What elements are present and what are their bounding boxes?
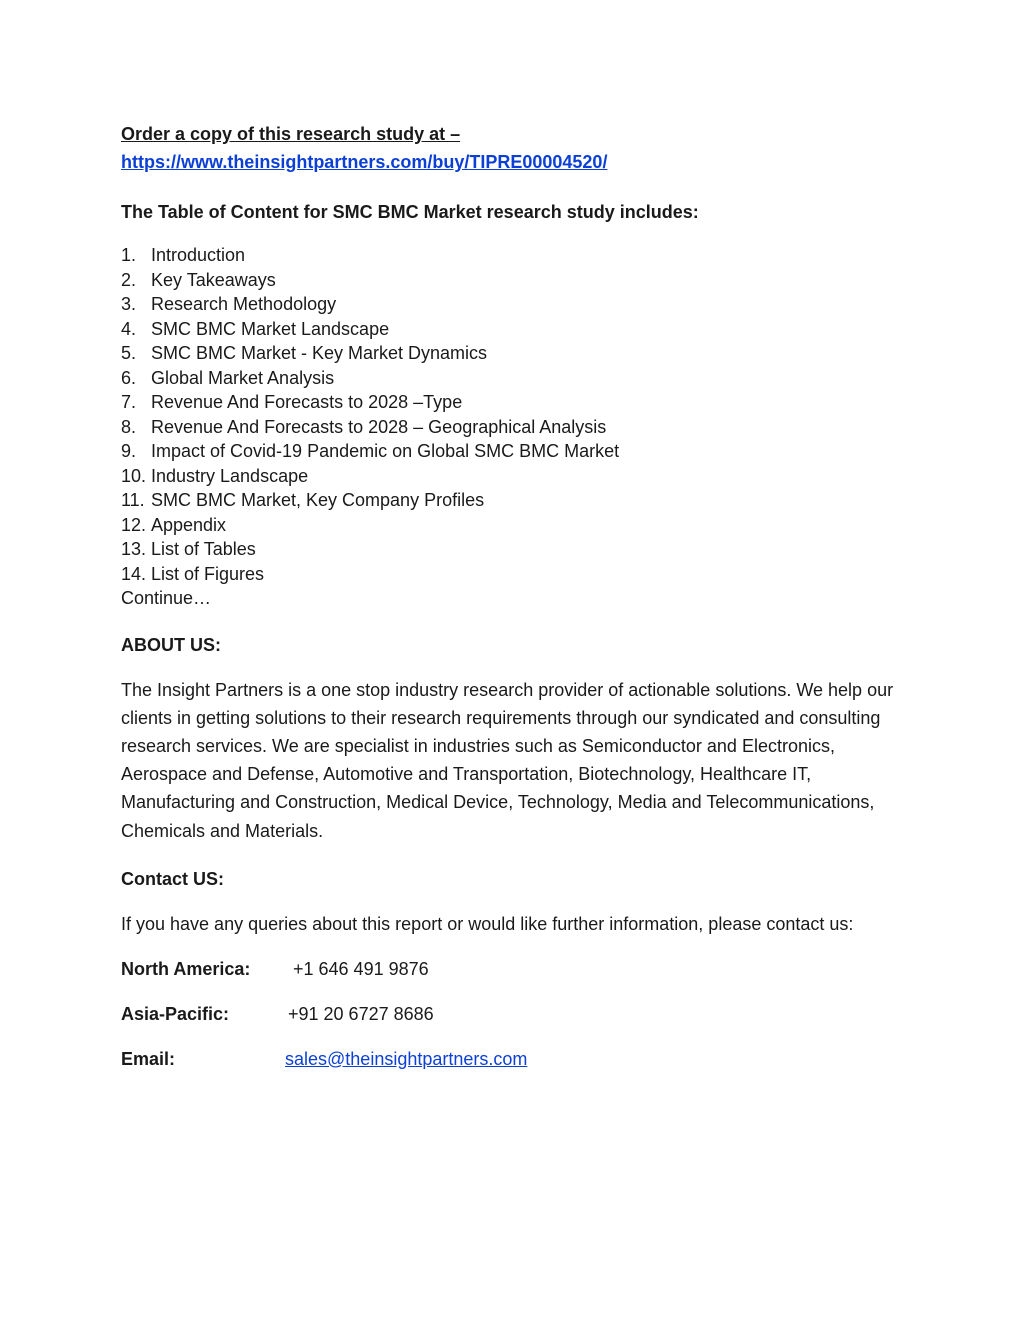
toc-item (121, 292, 901, 317)
about-text: The Insight Partners is a one stop industry research provider of actionable solutions. We help our clients in getting solutions to their research requirements through our syndicated and consulting research services. We are specialist in industries such as Semiconductor and Electronics, Aerospace and Defense, Automotive and Transportation, Biotechnology, Healthcare IT, Manufacturing and Construction, Medical Device, Technology, Media and Telecommunications, Chemicals and Materials. (121, 679, 894, 841)
toc-item (121, 268, 901, 293)
about-heading: ABOUT US: (121, 634, 221, 655)
contact-email (121, 1045, 901, 1073)
toc-item-text: Impact of Covid-19 Pandemic on Global SMC BMC Market (151, 441, 620, 461)
toc-item-number: 2. (121, 269, 137, 290)
contact-heading: Contact US: (121, 868, 224, 889)
toc-item (121, 243, 901, 268)
toc-item (121, 513, 901, 538)
toc-item-number: 8. (121, 416, 137, 437)
toc-item-number: 1. (121, 245, 137, 265)
toc-item-text: SMC BMC Market, Key Company Profiles (151, 490, 485, 510)
contact-north-america (121, 955, 901, 983)
toc-item-text: SMC BMC Market Landscape (151, 318, 390, 339)
toc-item-number: 13. (121, 539, 147, 559)
north-america-phone: +1 646 491 9876 (293, 958, 429, 979)
contact-asia-pacific (121, 1000, 901, 1028)
toc-item-number: 3. (121, 294, 137, 314)
toc-item-number: 12. (121, 514, 147, 535)
toc-item-number: 7. (121, 392, 137, 412)
toc-item-text: Key Takeaways (151, 269, 276, 290)
toc-item (121, 537, 901, 562)
toc-item-text: Revenue And Forecasts to 2028 – Geographical Analysis (151, 416, 607, 437)
north-america-label: North America: (121, 958, 251, 979)
toc-item-text: Research Methodology (151, 294, 337, 314)
toc-heading: The Table of Content for SMC BMC Market research study includes: (121, 202, 699, 222)
contact-intro: If you have any queries about this report or would like further information, please contact us: (121, 913, 854, 934)
toc-item (121, 341, 901, 366)
asia-pacific-phone: +91 20 6727 8686 (288, 1003, 434, 1024)
toc-item-number: 10. (121, 465, 147, 486)
toc-item-number: 9. (121, 441, 137, 461)
toc-item (121, 488, 901, 513)
order-heading: Order a copy of this research study at – (121, 124, 461, 144)
toc-item-number: 5. (121, 343, 137, 363)
toc-item (121, 317, 901, 342)
toc-item-text: Introduction (151, 245, 246, 265)
toc-item-text: Appendix (151, 514, 227, 535)
toc-item-number: 6. (121, 367, 137, 388)
email-label: Email: (121, 1048, 176, 1069)
toc-item-number: 11. (121, 490, 145, 510)
toc-item-text: Global Market Analysis (151, 367, 335, 388)
toc-item (121, 562, 901, 587)
toc-item (121, 464, 901, 489)
toc-item-text: Revenue And Forecasts to 2028 –Type (151, 392, 463, 412)
toc-item (121, 366, 901, 391)
toc-item-text: List of Tables (151, 539, 256, 559)
asia-pacific-label: Asia-Pacific: (121, 1003, 230, 1024)
toc-item (121, 439, 901, 464)
toc-item (121, 390, 901, 415)
email-link[interactable]: sales@theinsightpartners.com (285, 1048, 528, 1069)
toc-item-number: 14. (121, 563, 147, 584)
toc-item (121, 415, 901, 440)
toc-list (121, 243, 901, 586)
toc-item-text: List of Figures (151, 563, 265, 584)
order-link[interactable]: https://www.theinsightpartners.com/buy/TIPRE00004520/ (121, 152, 608, 172)
document-content (121, 120, 901, 1073)
toc-item-text: SMC BMC Market - Key Market Dynamics (151, 343, 488, 363)
toc-item-number: 4. (121, 318, 137, 339)
toc-continue: Continue… (121, 588, 212, 608)
toc-item-text: Industry Landscape (151, 465, 309, 486)
